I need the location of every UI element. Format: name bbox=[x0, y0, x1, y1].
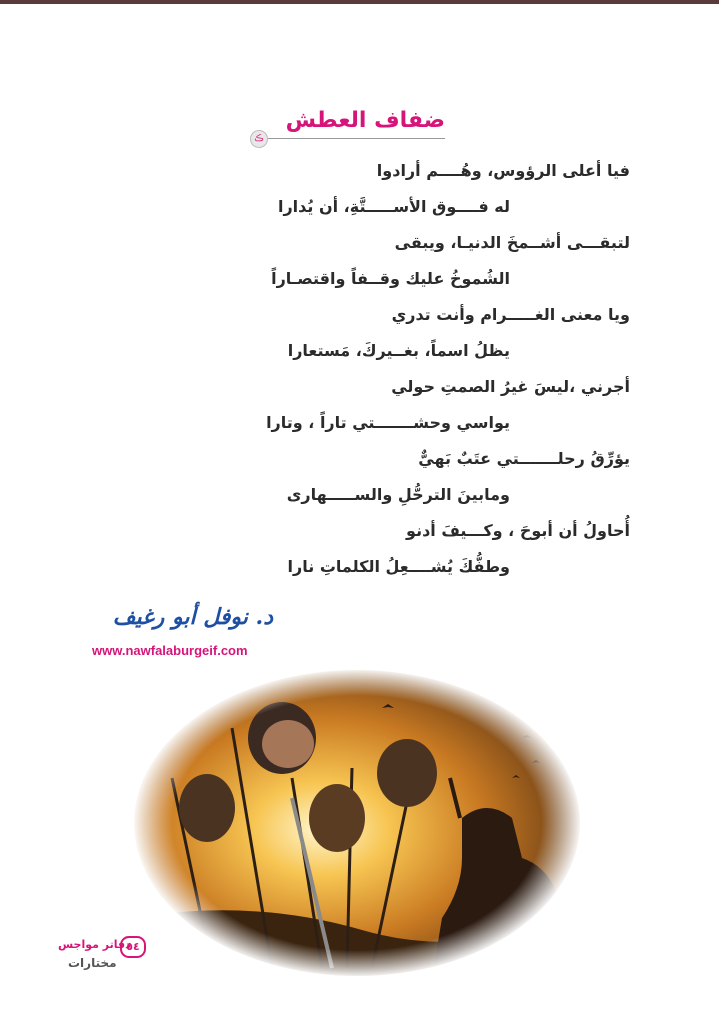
poem-line: أجرني ،ليسَ غيرُ الصمتِ حولي bbox=[391, 377, 630, 396]
poem-title: ضفاف العطش bbox=[285, 108, 445, 133]
poem-line: يؤرِّقُ رحلـــــــتي عتَبٌ بَهيٌّ bbox=[418, 449, 630, 468]
magazine-name: دفاتر مواجس bbox=[58, 938, 131, 951]
poem-line: يواسي وحشـــــــتي تاراً ، وتارا bbox=[266, 413, 510, 432]
illustration-image bbox=[132, 668, 582, 978]
poem-line: ومابينَ الترحُّلِ والســـــهارى bbox=[286, 485, 510, 504]
poem-line: أُحاولُ أن أبوحَ ، وكـــيفَ أدنو bbox=[406, 521, 630, 540]
author-website[interactable]: www.nawfalaburgeif.com bbox=[92, 643, 248, 658]
poem-line: ويا معنى الغـــــرام وأنت تدري bbox=[391, 305, 630, 324]
top-rule bbox=[0, 0, 719, 4]
poem-title-block bbox=[250, 108, 445, 148]
page-number-badge: ٥٤ bbox=[120, 936, 146, 958]
section-name: مختارات bbox=[68, 956, 117, 970]
author-signature: د. نوفل أبو رغيف bbox=[112, 604, 273, 630]
poem-line: فيا أعلى الرؤوس، وهُــــم أرادوا bbox=[376, 161, 630, 180]
poem-line: وطفُّكَ يُشــــعِلُ الكلماتِ نارا bbox=[287, 557, 510, 576]
poem-line: يظلُ اسماً، بغــيركَ، مَستعارا bbox=[287, 341, 510, 360]
page-footer bbox=[58, 936, 158, 976]
poem-line: له فــــوق الأســـــتَّةِ، أن يُدارا bbox=[277, 197, 510, 216]
title-underline bbox=[268, 138, 445, 139]
poem-line: لتبقـــى أشــمخَ الدنيـا، ويبقى bbox=[394, 233, 630, 252]
poem-line: الشُموخُ عليك وقــفاً واقتصـاراً bbox=[271, 269, 510, 288]
title-badge-icon: ڪ bbox=[250, 130, 268, 148]
